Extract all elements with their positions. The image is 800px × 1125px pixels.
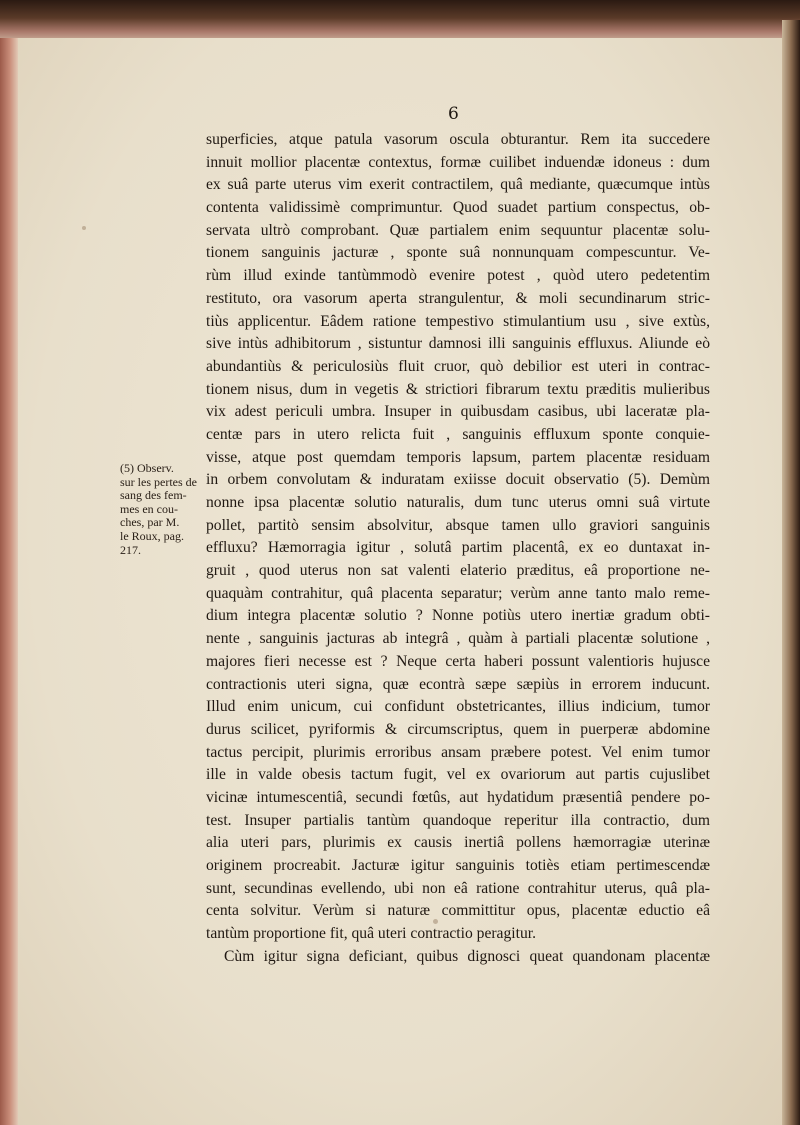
text-line: durus scilicet, pyriformis & circumscriptus, quem in puerperæ abdomine [206, 720, 710, 738]
text-line: centa solvitur. Verùm si naturæ committitur opus, placentæ eductio eâ [206, 902, 710, 920]
margin-note-line: ches, par M. [120, 515, 180, 530]
text-line: quaquàm contrahitur, quâ placenta separatur; verùm anne tanto malo reme- [206, 584, 710, 602]
text-line: majores fieri necesse est ? Neque certa haberi possunt valentioris hujusce [206, 652, 710, 670]
page-binding-edge [0, 38, 18, 1125]
text-line: innuit mollior placentæ contextus, formæ cuilibet induendæ idoneus : dum [206, 153, 710, 171]
text-line: tionem nisus, dum in vegetis & strictiori fibrarum textu præditis mulieribus [206, 380, 710, 398]
text-line: sive intùs adhibitorum , sistuntur damnosi illi sanguinis effluxus. Aliunde eò [206, 335, 710, 353]
text-line: test. Insuper partialis tantùm quandoque reperitur illa contractio, dum [206, 811, 710, 829]
main-text-block [206, 129, 710, 968]
text-line: restituto, ora vasorum aperta strangulentur, & moli secundinarum stric- [206, 289, 710, 307]
text-line: rùm illud exinde tantùmmodò evenire potest , quòd utero pedetentim [206, 267, 710, 285]
text-line: ex suâ parte uterus vim exerit contractilem, quâ mediante, quæcumque intùs [206, 176, 710, 194]
text-line: contenta validissimè comprimuntur. Quod suadet partium conspectus, ob- [206, 199, 710, 217]
text-line: vix adest periculi umbra. Insuper in quibusdam casibus, ubi laceratæ pla- [206, 403, 710, 421]
text-line: tionem sanguinis jacturæ , sponte suâ nonnunquam compescuntur. Ve- [206, 244, 710, 262]
text-line: effluxu? Hæmorragia igitur , solutâ partim placentâ, ex eo duntaxat in- [206, 539, 710, 557]
text-line-paragraph-end: tantùm proportione fit, quâ uteri contractio peragitur. [206, 925, 536, 943]
text-line: in orbem convolutam & induratam exiisse docuit observatio (5). Demùm [206, 471, 710, 489]
ink-spot [82, 226, 86, 230]
text-line: vicinæ intumescentiâ, secundi fœtûs, aut hydatidum præsentiâ pendere po- [206, 788, 710, 806]
text-line: abundantiùs & periculosiùs fluit cruor, quò debilior est uteri in contrac- [206, 357, 710, 375]
text-line: gruit , quod uterus non sat valenti elaterio præditus, eâ proportione ne- [206, 562, 710, 580]
margin-note-line: sur les pertes de [120, 474, 197, 489]
margin-note [120, 462, 202, 557]
text-line: originem procreabit. Jacturæ igitur sanguinis totiès etiam pertimescendæ [206, 857, 710, 874]
page-number: 6 [448, 104, 459, 124]
text-line: ille in valde obesis tactum fugit, vel ex ovariorum aut partis cujuslibet [206, 766, 710, 784]
margin-note-line: sang des fem- [120, 488, 187, 503]
margin-note-line: (5) Observ. [120, 461, 174, 475]
text-line: pollet, partitò sensim absolvitur, absque tamen ullo graviori sanguinis [206, 516, 710, 534]
page-right-edge [782, 20, 800, 1125]
text-line: tiùs applicentur. Eâdem ratione tempestivo stimulantium usu , sive extùs, [206, 312, 710, 330]
text-line: tactus percipit, plurimis erroribus ansam præbere potest. Vel enim tumor [206, 743, 710, 761]
margin-note-line: le Roux, pag. [120, 528, 184, 543]
text-line: contractionis uteri signa, quæ econtrà sæpe sæpiùs in errorem inducunt. [206, 675, 710, 693]
text-line: visse, atque post quemdam temporis lapsum, partem placentæ residuam [206, 448, 710, 466]
margin-note-line: mes en cou- [120, 501, 178, 516]
text-line: nonne ipsa placentæ solutio naturalis, dum tunc uterus omni suâ virtute [206, 494, 710, 511]
text-line: superficies, atque patula vasorum oscula obturantur. Rem ita succedere [206, 131, 710, 148]
margin-note-line: 217. [120, 542, 141, 557]
text-line: dium integra placentæ solutio ? Nonne potiùs utero inertiæ gradum obti- [206, 607, 710, 625]
text-line: sunt, secundinas evellendo, ubi non eâ ratione contrahitur uterus, quâ pla- [206, 879, 710, 897]
text-line-paragraph-start: Cùm igitur signa deficiant, quibus dignosci queat quandonam placentæ [224, 947, 710, 965]
text-line: servata ultrò comprobant. Quæ partialem enim sequuntur placentæ solu- [206, 221, 710, 239]
text-line: alia uteri pars, plurimis ex causis inertiâ pollens hæmorragiæ uterinæ [206, 834, 710, 852]
text-line: centæ pars in utero relicta fuit , sanguinis effluxum sponte conquie- [206, 425, 710, 443]
text-line: nente , sanguinis jacturas ab integrâ , quàm à partiali placentæ solutione , [206, 630, 710, 648]
text-line: Illud enim unicum, cui confidunt obstetricantes, illius indicium, tumor [206, 698, 710, 716]
